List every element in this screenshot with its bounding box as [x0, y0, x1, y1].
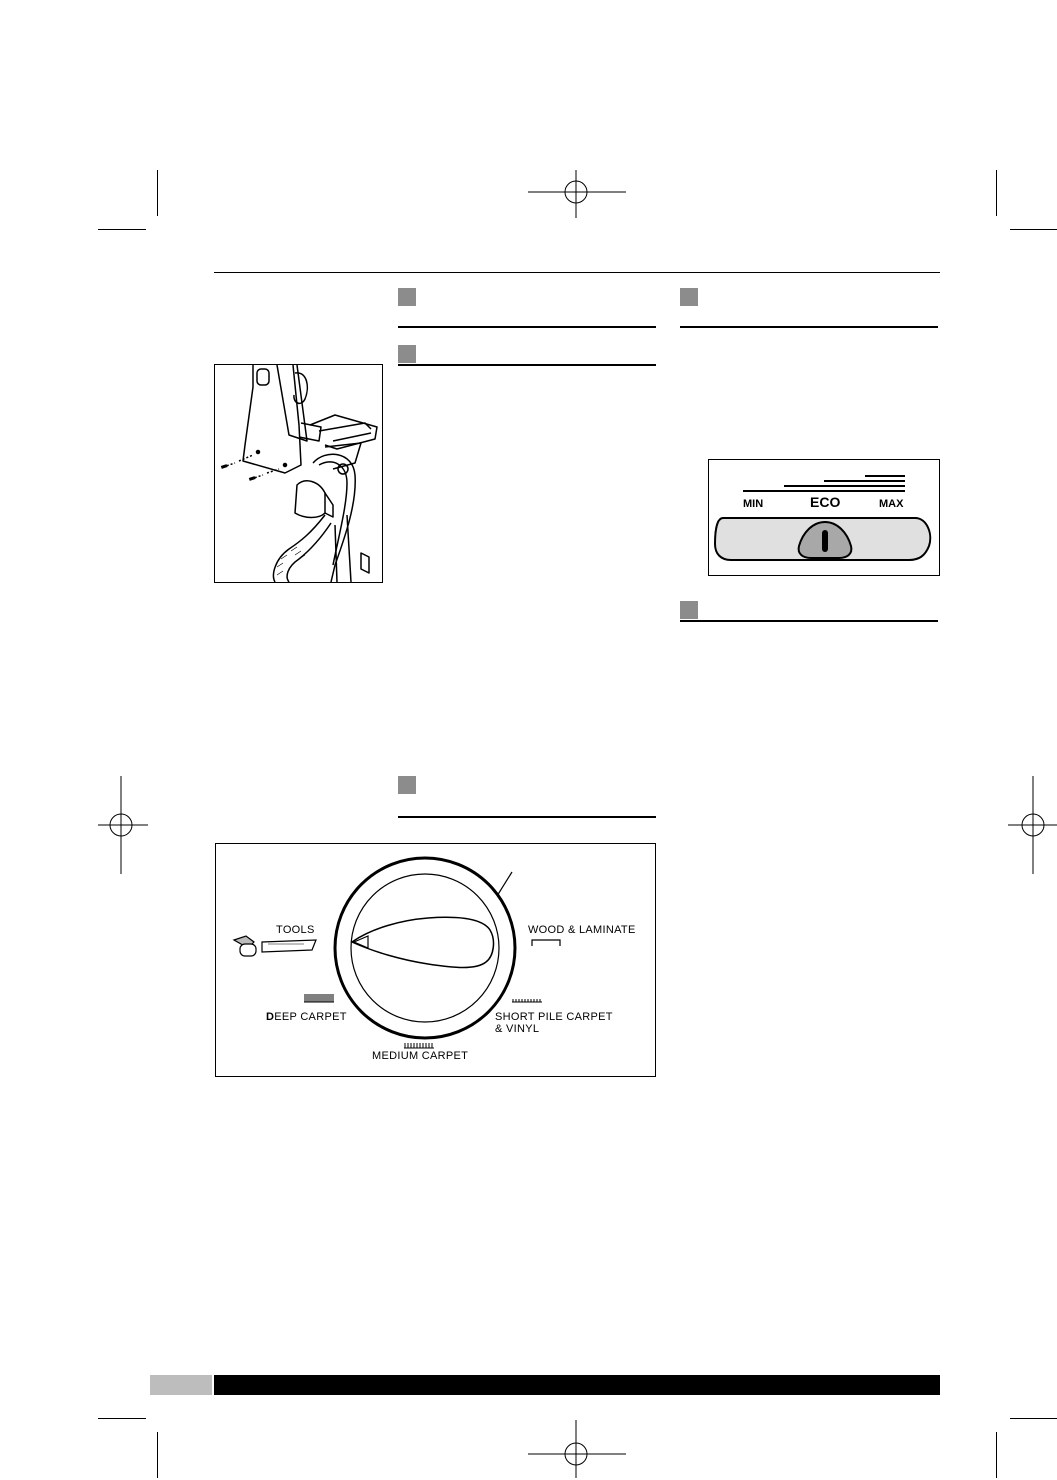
short-pile-icon	[512, 999, 542, 1002]
section-rule	[398, 816, 656, 818]
section-header-5	[398, 776, 656, 820]
section-marker	[680, 601, 698, 619]
short-pile-label: SHORT PILE CARPET & VINYL	[495, 1011, 613, 1035]
vacuum-cleaner-illustration	[215, 365, 382, 582]
registration-target-right	[1008, 776, 1057, 874]
brush-dial[interactable]	[216, 844, 655, 1076]
power-control-figure	[708, 459, 940, 576]
deep-carpet-label-rest: EEP CARPET	[274, 1011, 347, 1023]
page-number-tab	[150, 1375, 212, 1395]
registration-target-top	[528, 170, 626, 218]
wood-laminate-icon	[532, 940, 560, 946]
crop-mark-bottom-left-v	[157, 1432, 158, 1478]
registration-target-bottom	[528, 1420, 626, 1478]
wood-laminate-label: WOOD & LAMINATE	[528, 924, 636, 936]
crop-mark-top-left-h	[98, 229, 146, 230]
power-min-label: MIN	[743, 498, 764, 510]
deep-carpet-label	[266, 1011, 347, 1023]
section-header-4	[680, 601, 938, 625]
section-header-3	[680, 288, 938, 330]
section-header-1	[398, 288, 656, 330]
crop-mark-top-left-v	[157, 170, 158, 216]
brush-dial-figure	[215, 843, 656, 1077]
tools-icon	[234, 936, 316, 956]
power-slider-knob-grip	[822, 530, 828, 552]
footer-bar	[214, 1375, 940, 1395]
section-rule	[398, 326, 656, 328]
power-eco-label: ECO	[810, 494, 841, 510]
section-rule	[680, 326, 938, 328]
section-rule	[398, 364, 656, 366]
deep-carpet-label-initial: D	[266, 1011, 275, 1023]
vacuum-illustration-figure	[214, 364, 383, 583]
crop-mark-top-right-v	[996, 170, 997, 216]
section-marker	[680, 288, 698, 306]
registration-target-left	[98, 776, 148, 874]
tools-label: TOOLS	[276, 924, 315, 936]
power-max-label: MAX	[879, 498, 904, 510]
crop-mark-bottom-right-h	[1010, 1418, 1057, 1419]
section-marker	[398, 288, 416, 306]
crop-mark-top-right-h	[1010, 229, 1057, 230]
page-top-rule	[214, 272, 940, 273]
medium-carpet-icon	[404, 1043, 434, 1048]
crop-mark-bottom-left-h	[98, 1418, 146, 1419]
section-header-2	[398, 345, 656, 369]
medium-carpet-label: MEDIUM CARPET	[372, 1050, 469, 1062]
section-marker	[398, 776, 416, 794]
section-rule	[680, 620, 938, 622]
crop-mark-bottom-right-v	[996, 1432, 997, 1478]
deep-carpet-icon	[304, 994, 334, 1002]
section-marker	[398, 345, 416, 363]
power-slider[interactable]	[709, 510, 939, 570]
